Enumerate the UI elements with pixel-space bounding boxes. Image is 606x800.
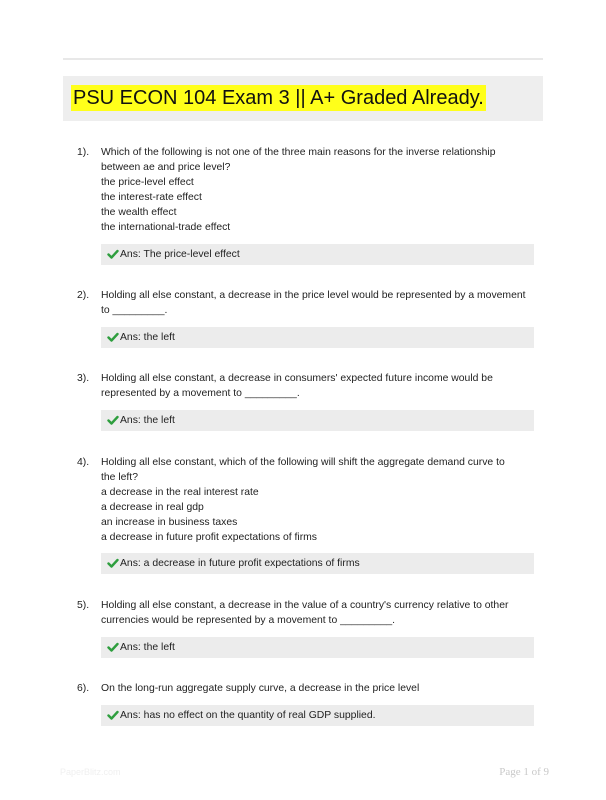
check-icon — [107, 553, 119, 574]
check-icon — [107, 705, 119, 726]
question-line: between ae and price level? — [101, 162, 231, 173]
answer-box — [101, 327, 534, 348]
option-line: an increase in business taxes — [101, 517, 238, 528]
option-line: the interest-rate effect — [101, 192, 202, 203]
question-number: 1). — [77, 147, 90, 158]
top-divider — [63, 58, 543, 60]
check-icon — [107, 410, 119, 431]
option-line: a decrease in the real interest rate — [101, 487, 259, 498]
document-title: PSU ECON 104 Exam 3 || A+ Graded Already. — [73, 87, 484, 109]
answer-text: Ans: The price-level effect — [120, 249, 240, 260]
check-icon — [107, 637, 119, 658]
question-line: On the long-run aggregate supply curve, a decrease in the price level — [101, 683, 420, 694]
option-line: a decrease in future profit expectations of firms — [101, 532, 318, 543]
question-text — [101, 598, 531, 628]
question-line: Holding all else constant, a decrease in consumers' expected future income would be — [101, 373, 493, 384]
option-line: the international-trade effect — [101, 222, 231, 233]
page-number: Page 1 of 9 — [499, 766, 549, 778]
answer-box — [101, 410, 534, 431]
question-line: Holding all else constant, which of the following will shift the aggregate demand curve to — [101, 457, 505, 468]
question-line: currencies would be represented by a movement to _________. — [101, 615, 396, 626]
question-text — [101, 288, 531, 318]
question-line: Holding all else constant, a decrease in the value of a country's currency relative to other — [101, 600, 509, 611]
question-number: 4). — [77, 457, 90, 468]
option-line: a decrease in real gdp — [101, 502, 204, 513]
answer-text: Ans: a decrease in future profit expectations of firms — [120, 558, 360, 569]
check-icon — [107, 327, 119, 348]
question-line: Which of the following is not one of the three main reasons for the inverse relationship — [101, 147, 496, 158]
answer-text: Ans: the left — [120, 642, 175, 653]
answer-text: Ans: has no effect on the quantity of real GDP supplied. — [120, 710, 376, 721]
question-number: 3). — [77, 373, 90, 384]
question-text — [101, 371, 531, 401]
answer-box — [101, 244, 534, 265]
footer-watermark: PaperBlitz.com — [60, 767, 121, 777]
question-line: to _________. — [101, 305, 168, 316]
question-text — [101, 681, 531, 696]
answer-text: Ans: the left — [120, 332, 175, 343]
answer-box — [101, 705, 534, 726]
question-line: the left? — [101, 472, 138, 483]
question-number: 2). — [77, 290, 90, 301]
question-line: represented by a movement to _________. — [101, 388, 300, 399]
question-text — [101, 145, 531, 235]
question-number: 6). — [77, 683, 90, 694]
question-line: Holding all else constant, a decrease in the price level would be represented by a movement — [101, 290, 526, 301]
answer-box — [101, 637, 534, 658]
option-line: the price-level effect — [101, 177, 194, 188]
answer-box — [101, 553, 534, 574]
option-line: the wealth effect — [101, 207, 177, 218]
title-banner — [63, 76, 543, 121]
answer-text: Ans: the left — [120, 415, 175, 426]
question-text — [101, 455, 531, 545]
check-icon — [107, 244, 119, 265]
question-number: 5). — [77, 600, 90, 611]
